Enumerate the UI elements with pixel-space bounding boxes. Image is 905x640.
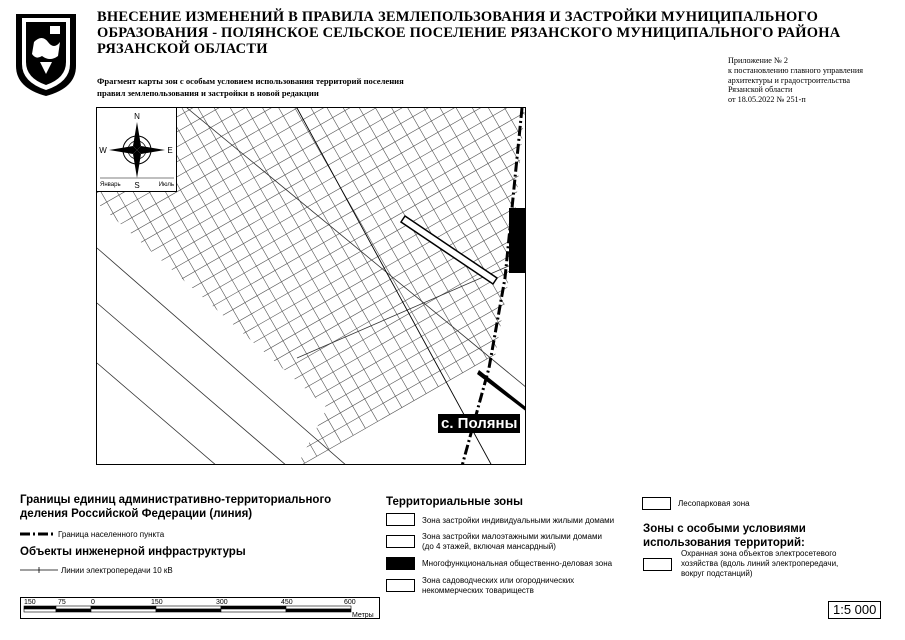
legend-zone-forest-park: Лесопарковая зона [678, 499, 750, 508]
heading-line: использования территорий: [643, 537, 805, 549]
coat-of-arms-icon [14, 12, 78, 98]
special-line: Охранная зона объектов электросетевого [681, 549, 837, 558]
compass-january: Январь [100, 182, 121, 188]
scale-tick: 600 [344, 599, 356, 606]
compass-july: Июль [158, 182, 174, 188]
zone-swatch-gardening [386, 579, 415, 592]
scale-ratio: 1:5 000 [828, 601, 881, 619]
legend-item-settlement-border: Граница населенного пункта [58, 530, 165, 539]
settlement-label: с. Поляны [438, 414, 520, 433]
appendix-line: Рязанской области [728, 85, 793, 95]
scale-tick: 75 [58, 599, 66, 606]
compass-north: N [134, 112, 140, 121]
zone-swatch-individual [386, 513, 415, 526]
legend-boundaries-heading [20, 493, 331, 521]
legend-zone-lowrise [422, 532, 602, 552]
zone-line: некоммерческих товариществ [422, 586, 534, 595]
special-line: хозяйства (вдоль линий электропередачи, [681, 559, 839, 568]
scale-unit: Метры [352, 612, 374, 619]
special-zone-swatch [643, 558, 672, 571]
appendix-line: от 18.05.2022 № 251-п [728, 95, 806, 105]
title-line: РЯЗАНСКОЙ ОБЛАСТИ [97, 41, 268, 57]
legend-zone-gardening [422, 576, 574, 596]
special-line: вокруг подстанций) [681, 569, 753, 578]
scale-tick: 0 [91, 599, 95, 606]
legend-zone-individual: Зона застройки индивидуальными жилыми домами [422, 516, 615, 525]
scale-bar [20, 597, 380, 619]
zone-line: Зона застройки малоэтажными жилыми домами [422, 532, 602, 541]
legend-special-heading [643, 522, 806, 550]
legend-infrastructure-heading: Объекты инженерной инфраструктуры [20, 546, 246, 558]
power-line-symbol [20, 566, 58, 574]
appendix-line: к постановлению главного управления [728, 65, 864, 75]
zone-swatch-lowrise [386, 535, 415, 548]
subtitle-line: Фрагмент карты зон с особым условием использования территорий поселения [97, 76, 404, 86]
compass-west: W [99, 146, 107, 155]
zone-swatch-public-business [386, 557, 415, 570]
page-title [97, 9, 877, 57]
zone-line: (до 4 этажей, включая мансардный) [422, 542, 556, 551]
legend-special-item [681, 549, 838, 579]
appendix-note [728, 56, 903, 105]
heading-line: деления Российской Федерации (линия) [20, 508, 253, 520]
compass-icon [97, 108, 177, 192]
scale-tick: 300 [216, 599, 228, 606]
legend-zones-heading: Территориальные зоны [386, 496, 523, 508]
scale-tick: 150 [151, 599, 163, 606]
scale-tick: 150 [24, 599, 36, 606]
zone-swatch-forest-park [642, 497, 671, 510]
settlement-border-symbol [20, 530, 54, 538]
legend-zone-public-business: Многофункциональная общественно-деловая зона [422, 559, 613, 568]
heading-line: Границы единиц административно-территориального [20, 494, 332, 506]
map-subtitle [97, 75, 497, 99]
compass-rose [97, 108, 177, 192]
zone-line: Зона садоводческих или огороднических [422, 576, 575, 585]
scale-tick: 450 [281, 599, 293, 606]
title-line: ВНЕСЕНИЕ ИЗМЕНЕНИЙ В ПРАВИЛА ЗЕМЛЕПОЛЬЗОВАНИЯ И ЗАСТРОЙКИ МУНИЦИПАЛЬНОГО [97, 9, 819, 25]
appendix-line: Приложение № 2 [728, 56, 788, 65]
heading-line: Зоны с особыми условиями [643, 523, 806, 535]
title-line: ОБРАЗОВАНИЯ - ПОЛЯНСКОЕ СЕЛЬСКОЕ ПОСЕЛЕНИЕ РЯЗАНСКОГО МУНИЦИПАЛЬНОГО РАЙОНА [97, 25, 841, 41]
legend-item-power-line: Линии электропередачи 10 кВ [61, 566, 173, 575]
subtitle-line: правил землепользования и застройки в новой редакции [97, 88, 319, 98]
compass-east: E [167, 146, 173, 155]
appendix-line: архитектуры и градостроительства [728, 75, 850, 85]
compass-south: S [134, 181, 140, 190]
